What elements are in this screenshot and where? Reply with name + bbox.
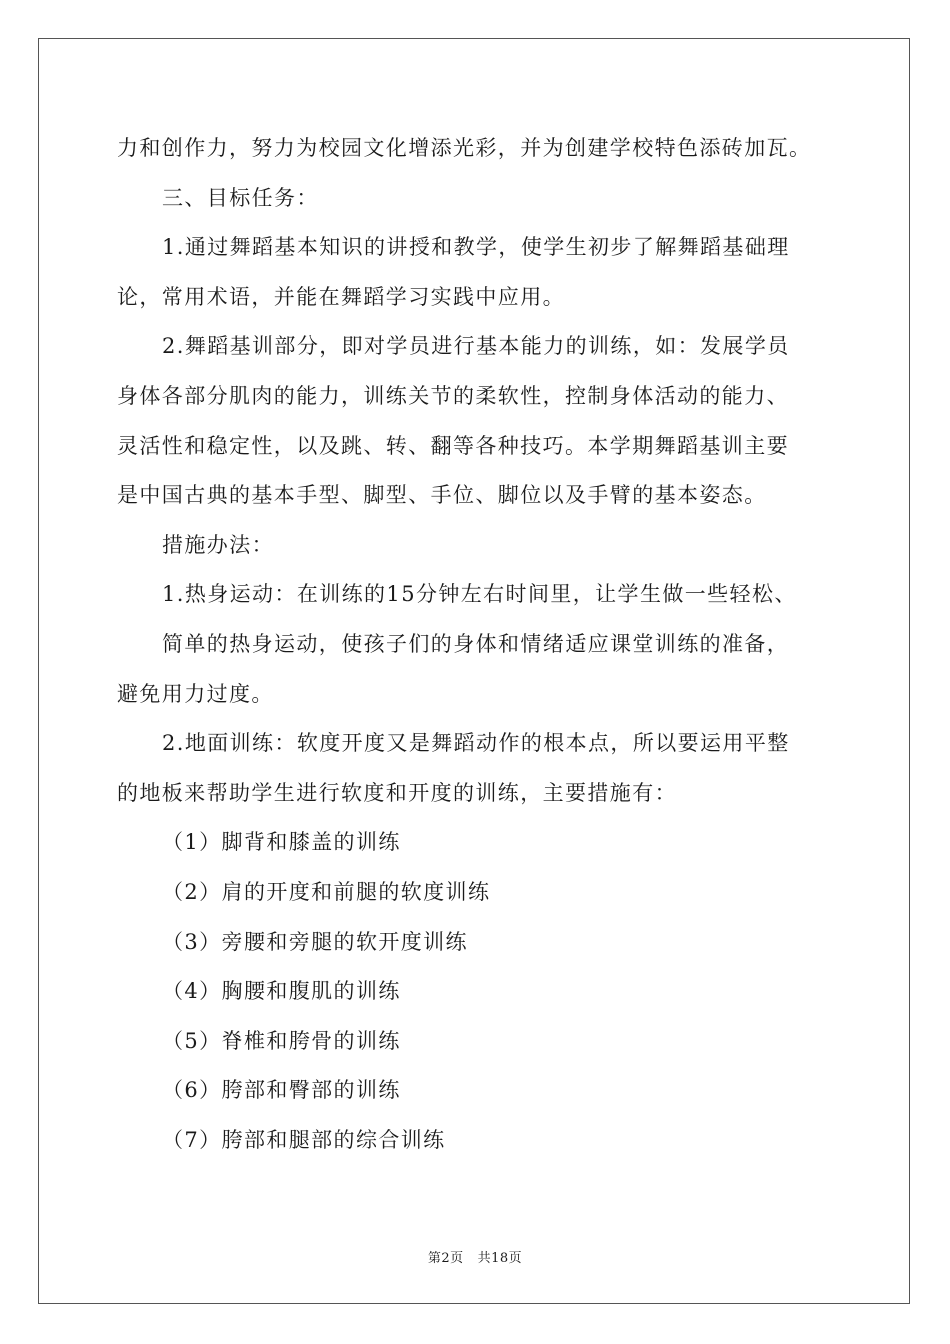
text-line: 2.地面训练：软度开度又是舞蹈动作的根本点，所以要运用平整 xyxy=(162,731,790,756)
text-line: 灵活性和稳定性，以及跳、转、翻等各种技巧。本学期舞蹈基训主要 xyxy=(117,433,789,458)
document-body xyxy=(117,128,837,1169)
page-footer xyxy=(0,1247,950,1266)
page-number: 第2页 xyxy=(427,1251,464,1266)
text-line: 1.热身运动：在训练的15分钟左右时间里，让学生做一些轻松、 xyxy=(162,582,797,607)
list-item: （4）胸腰和腹肌的训练 xyxy=(162,979,401,1004)
list-item: （3）旁腰和旁腿的软开度训练 xyxy=(162,929,468,954)
section-heading: 三、目标任务： xyxy=(162,185,319,210)
list-item: （2）肩的开度和前腿的软度训练 xyxy=(162,879,491,904)
text-line: 简单的热身运动，使孩子们的身体和情绪适应课堂训练的准备， xyxy=(162,631,790,656)
text-line: 避免用力过度。 xyxy=(117,681,274,706)
text-line: 力和创作力，努力为校园文化增添光彩，并为创建学校特色添砖加瓦。 xyxy=(117,136,812,160)
list-item: （6）胯部和臀部的训练 xyxy=(162,1078,401,1103)
list-item: （1）脚背和膝盖的训练 xyxy=(162,830,401,855)
list-item: （5）脊椎和胯骨的训练 xyxy=(162,1028,401,1053)
text-line: 身体各部分肌肉的能力，训练关节的柔软性，控制身体活动的能力、 xyxy=(117,383,789,408)
list-item: （7）胯部和腿部的综合训练 xyxy=(162,1127,446,1152)
text-line: 的地板来帮助学生进行软度和开度的训练，主要措施有： xyxy=(117,780,677,805)
text-line: 2.舞蹈基训部分，即对学员进行基本能力的训练，如：发展学员 xyxy=(162,334,790,359)
text-line: 1.通过舞蹈基本知识的讲授和教学，使学生初步了解舞蹈基础理 xyxy=(162,235,790,260)
page-total: 共18页 xyxy=(477,1251,523,1266)
text-line: 是中国古典的基本手型、脚型、手位、脚位以及手臂的基本姿态。 xyxy=(117,483,767,508)
text-line: 论，常用术语，并能在舞蹈学习实践中应用。 xyxy=(117,284,565,309)
section-heading: 措施办法： xyxy=(162,532,274,557)
